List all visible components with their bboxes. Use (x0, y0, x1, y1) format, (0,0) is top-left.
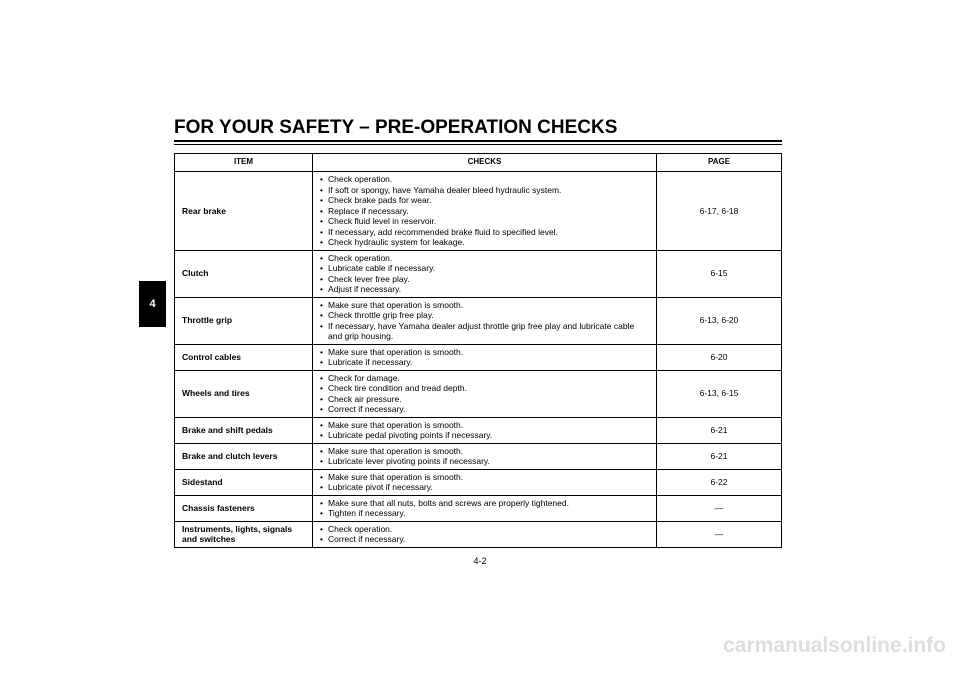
check-item: • Check throttle grip free play. (320, 310, 649, 321)
check-item: • Make sure that all nuts, bolts and screws are properly tightened. (320, 498, 649, 509)
column-header-item: ITEM (175, 154, 313, 172)
checks-list (320, 347, 649, 368)
page-number: 4-2 (473, 556, 487, 566)
page-ref-cell: 6-15 (657, 250, 782, 297)
table-row (175, 250, 782, 297)
checks-list (320, 498, 649, 519)
column-header-checks: CHECKS (313, 154, 657, 172)
check-item: • Check lever free play. (320, 274, 649, 285)
check-item: • Check tire condition and tread depth. (320, 383, 649, 394)
page-ref-cell: 6-21 (657, 417, 782, 443)
checks-list (320, 420, 649, 441)
page-title: FOR YOUR SAFETY – PRE-OPERATION CHECKS (174, 117, 618, 138)
checks-cell (313, 495, 657, 521)
check-item: • Make sure that operation is smooth. (320, 420, 649, 431)
check-item: • Check operation. (320, 174, 649, 185)
chapter-tab (139, 281, 166, 327)
table-row (175, 297, 782, 344)
checks-list (320, 253, 649, 295)
check-item: • Adjust if necessary. (320, 284, 649, 295)
checks-cell (313, 172, 657, 251)
checks-list (320, 446, 649, 467)
check-item: • Replace if necessary. (320, 206, 649, 217)
title-rule-thin (174, 144, 782, 145)
check-item: • Lubricate if necessary. (320, 357, 649, 368)
check-item: • Check for damage. (320, 373, 649, 384)
check-item: • Lubricate lever pivoting points if necessary. (320, 456, 649, 467)
checks-list (320, 373, 649, 415)
check-item: • Check air pressure. (320, 394, 649, 405)
check-item: • Make sure that operation is smooth. (320, 347, 649, 358)
check-item: • Lubricate cable if necessary. (320, 263, 649, 274)
checks-cell (313, 443, 657, 469)
page-ref-cell: 6-21 (657, 443, 782, 469)
page-ref-cell: 6-17, 6-18 (657, 172, 782, 251)
table-row (175, 370, 782, 417)
checks-cell (313, 250, 657, 297)
check-item: • Check operation. (320, 524, 649, 535)
item-cell: Chassis fasteners (175, 495, 313, 521)
item-cell: Brake and shift pedals (175, 417, 313, 443)
item-cell: Instruments, lights, signals and switches (175, 521, 313, 547)
check-item: • Make sure that operation is smooth. (320, 472, 649, 483)
check-item: • If necessary, add recommended brake fluid to specified level. (320, 227, 649, 238)
item-cell: Throttle grip (175, 297, 313, 344)
page-ref-cell: 6-20 (657, 344, 782, 370)
table-row (175, 417, 782, 443)
table-row (175, 521, 782, 547)
page-ref-cell: 6-13, 6-20 (657, 297, 782, 344)
pre-operation-checks-table (174, 153, 782, 548)
page-ref-cell: — (657, 495, 782, 521)
table-row (175, 443, 782, 469)
chapter-tab-label: 4 (149, 298, 156, 310)
checks-cell (313, 344, 657, 370)
checks-list (320, 472, 649, 493)
table-header-row (175, 154, 782, 172)
checks-cell (313, 370, 657, 417)
check-item: • Check fluid level in reservoir. (320, 216, 649, 227)
checks-cell (313, 521, 657, 547)
column-header-page: PAGE (657, 154, 782, 172)
check-item: • Lubricate pedal pivoting points if necessary. (320, 430, 649, 441)
item-cell: Control cables (175, 344, 313, 370)
table-row (175, 172, 782, 251)
check-item: • Check brake pads for wear. (320, 195, 649, 206)
check-item: • Tighten if necessary. (320, 508, 649, 519)
page-ref-cell: 6-22 (657, 469, 782, 495)
item-cell: Rear brake (175, 172, 313, 251)
check-item: • Correct if necessary. (320, 534, 649, 545)
item-cell: Sidestand (175, 469, 313, 495)
check-item: • Check operation. (320, 253, 649, 264)
checks-cell (313, 297, 657, 344)
checks-cell (313, 417, 657, 443)
check-item: • Correct if necessary. (320, 404, 649, 415)
page-ref-cell: — (657, 521, 782, 547)
checks-list (320, 524, 649, 545)
table-row (175, 495, 782, 521)
checks-list (320, 174, 649, 248)
checks-list (320, 300, 649, 342)
check-item: • Make sure that operation is smooth. (320, 300, 649, 311)
table-row (175, 344, 782, 370)
check-item: • Make sure that operation is smooth. (320, 446, 649, 457)
check-item: • Lubricate pivot if necessary. (320, 482, 649, 493)
item-cell: Clutch (175, 250, 313, 297)
item-cell: Wheels and tires (175, 370, 313, 417)
title-rule-thick (174, 140, 782, 142)
item-cell: Brake and clutch levers (175, 443, 313, 469)
checks-cell (313, 469, 657, 495)
check-item: • If soft or spongy, have Yamaha dealer bleed hydraulic system. (320, 185, 649, 196)
table-row (175, 469, 782, 495)
watermark: carmanualsonline.info (723, 634, 946, 657)
check-item: • If necessary, have Yamaha dealer adjust throttle grip free play and lubricate cable and grip housing. (320, 321, 649, 342)
page-ref-cell: 6-13, 6-15 (657, 370, 782, 417)
check-item: • Check hydraulic system for leakage. (320, 237, 649, 248)
